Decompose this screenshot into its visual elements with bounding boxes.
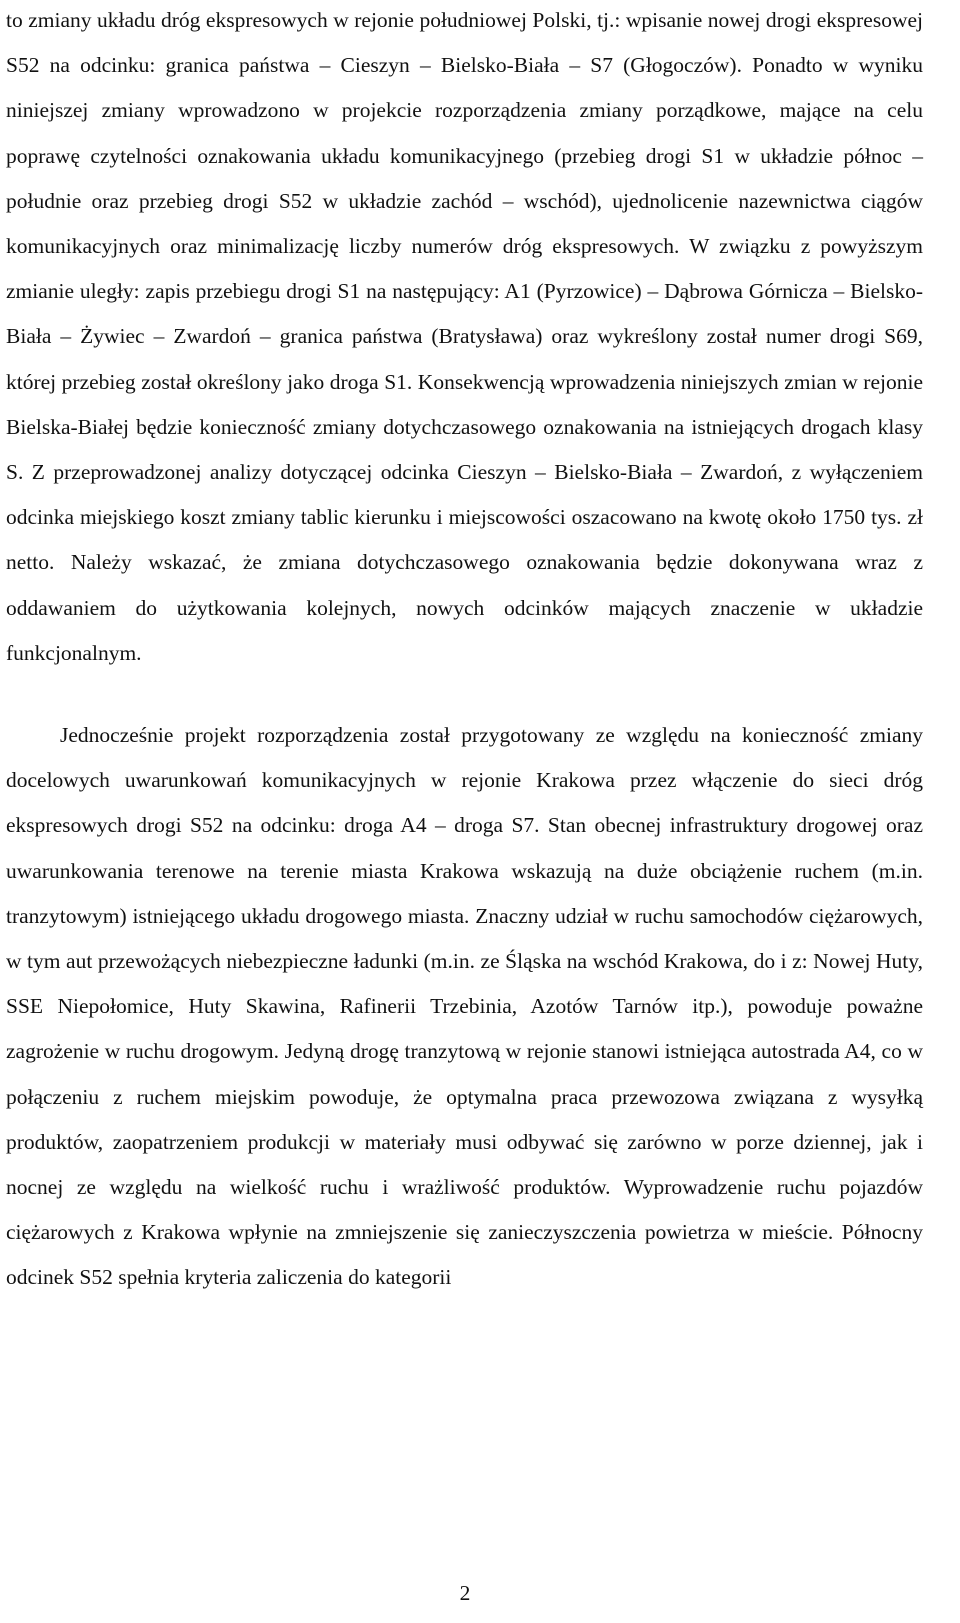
document-body — [6, 0, 923, 1301]
page-number: 2 — [459, 1581, 471, 1605]
paragraph-2: Jednocześnie projekt rozporządzenia został przygotowany ze względu na konieczność zmiany docelowych uwarunkowań komunikacyjnych w rejonie Krakowa przez włączenie do sieci dróg ekspresowych drogi S52 na odcinku: droga A4 – droga S7. Stan obecnej infrastruktury drogowej oraz uwarunkowania terenowe na terenie miasta Krakowa wskazują na duże obciążenie ruchem (m.in. tranzytowym) istniejącego układu drogowego miasta. Znaczny udział w ruchu samochodów ciężarowych, w tym aut przewożących niebezpieczne ładunki (m.in. ze Śląska na wschód Krakowa, do i z: Nowej Huty, SSE Niepołomice, Huty Skawina, Rafinerii Trzebinia, Azotów Tarnów itp.), powoduje poważne zagrożenie w ruchu drogowym. Jedyną drogę tranzytową w rejonie stanowi istniejąca autostrada A4, co w połączeniu z ruchem miejskim powoduje, że optymalna praca przewozowa związana z wysyłką produktów, zaopatrzeniem produkcji w materiały musi odbywać się zarówno w porze dziennej, jak i nocnej ze względu na wielkość ruchu i wrażliwość produktów. Wyprowadzenie ruchu pojazdów ciężarowych z Krakowa wpłynie na zmniejszenie się zanieczyszczenia powietrza w mieście. Północny odcinek S52 spełnia kryteria zaliczenia do kategorii — [6, 723, 923, 1290]
paragraph-1: to zmiany układu dróg ekspresowych w rejonie południowej Polski, tj.: wpisanie nowej drogi ekspresowej S52 na odcinku: granica państwa – Cieszyn – Bielsko-Biała – S7 (Głogoczów). Ponadto w wyniku niniejszej zmiany wprowadzono w projekcie rozporządzenia zmiany porządkowe, mające na celu poprawę czytelności oznakowania układu komunikacyjnego (przebieg drogi S1 w układzie północ – południe oraz przebieg drogi S52 w układzie zachód – wschód), ujednolicenie nazewnictwa ciągów komunikacyjnych oraz minimalizację liczby numerów dróg ekspresowych. W związku z powyższym zmianie uległy: zapis przebiegu drogi S1 na następujący: A1 (Pyrzowice) – Dąbrowa Górnicza – Bielsko-Biała – Żywiec – Zwardoń – granica państwa (Bratysława) oraz wykreślony został numer drogi S69, której przebieg został określony jako droga S1. Konsekwencją wprowadzenia niniejszych zmian w rejonie Bielska-Białej będzie konieczność zmiany dotychczasowego oznakowania na istniejących drogach klasy S. Z przeprowadzonej analizy dotyczącej odcinka Cieszyn – Bielsko-Biała – Zwardoń, z wyłączeniem odcinka miejskiego koszt zmiany tablic kierunku i miejscowości oszacowano na kwotę około 1750 tys. zł netto. Należy wskazać, że zmiana dotychczasowego oznakowania będzie dokonywana wraz z oddawaniem do użytkowania kolejnych, nowych odcinków mających znaczenie w układzie funkcjonalnym. — [6, 8, 923, 665]
